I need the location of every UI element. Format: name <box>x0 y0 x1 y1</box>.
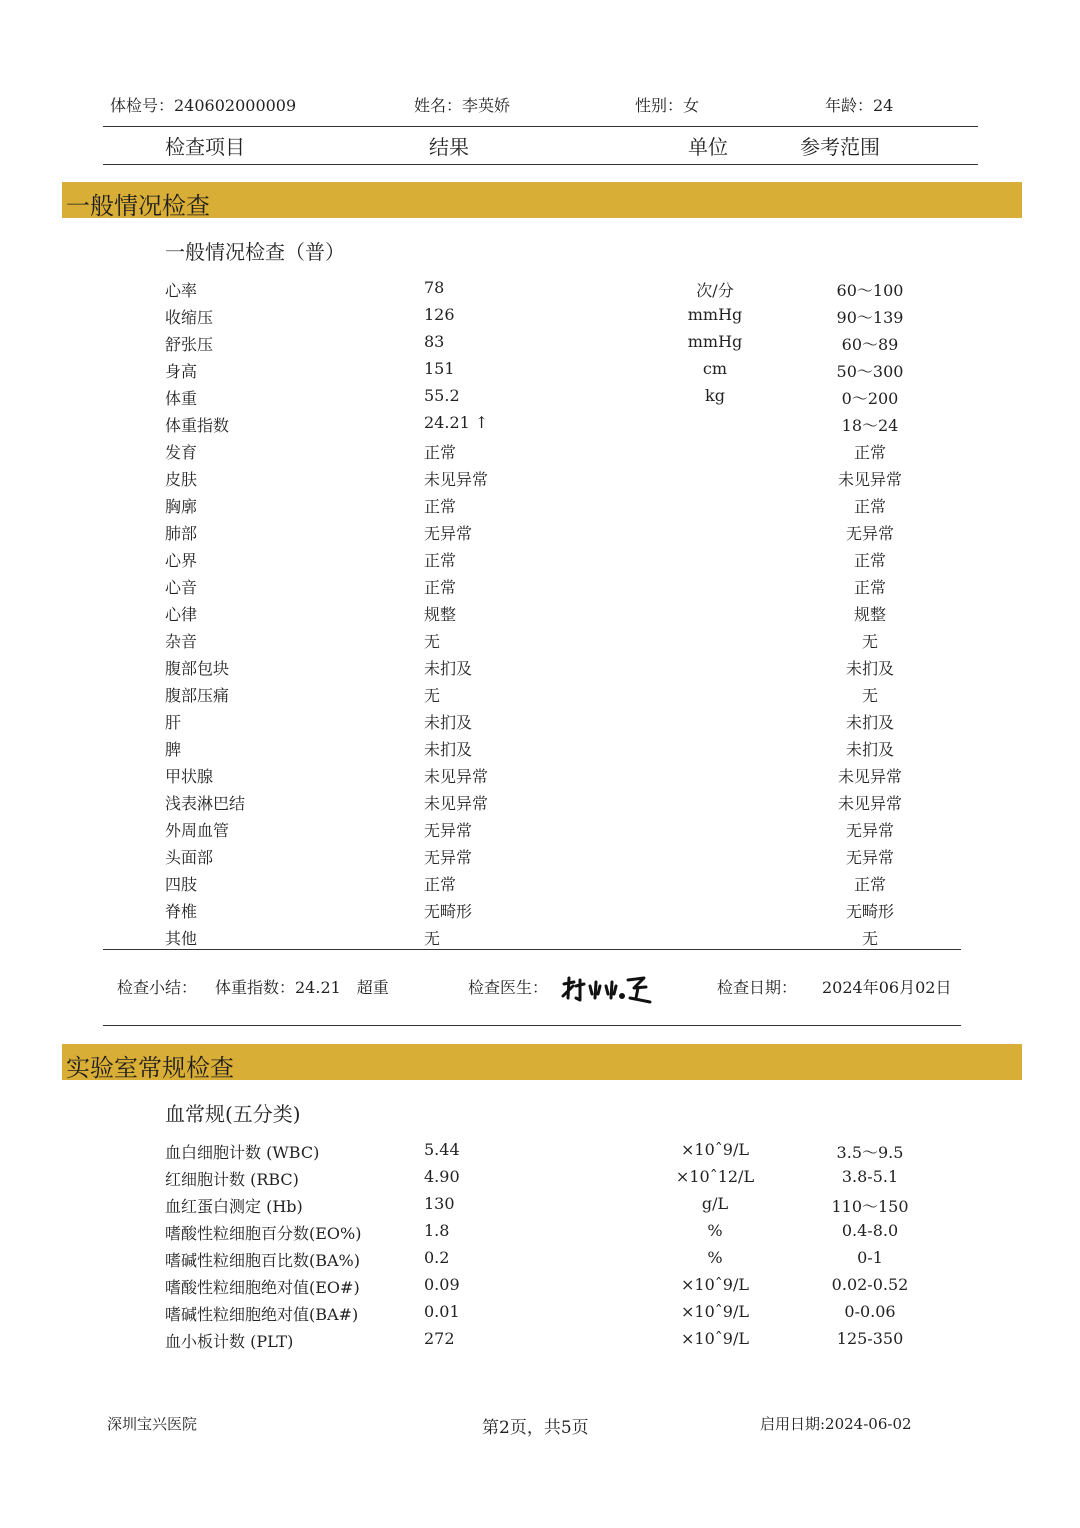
doctor-label: 检查医生： <box>468 978 549 997</box>
table-row: 血红蛋白测定 (Hb) 130 g/L 110～150 <box>165 1194 909 1216</box>
column-header-unit: 单位 <box>688 135 728 159</box>
blood-results-table <box>0 1137 1080 1353</box>
table-row: 嗜碱性粒细胞百比数(BA%) 0.2 % 0-1 <box>165 1248 883 1270</box>
general-results-table <box>0 275 1080 950</box>
table-row: 腹部压痛 无 无 <box>165 686 879 705</box>
table-row: 其他 无 无 <box>165 929 879 948</box>
table-row: 头面部 无异常 无异常 <box>165 848 895 867</box>
header-bottom-rule <box>103 164 978 165</box>
table-row: 脊椎 无畸形 无畸形 <box>165 902 895 921</box>
table-row: 血小板计数 (PLT) 272 ×10ˆ9/L 125-350 <box>165 1329 904 1351</box>
table-row: 红细胞计数 (RBC) 4.90 ×10ˆ12/L 3.8-5.1 <box>165 1167 899 1189</box>
column-header-result: 结果 <box>429 135 469 159</box>
summary-text: 体重指数：24.21 超重 <box>215 978 389 997</box>
table-row: 嗜酸性粒细胞百分数(EO%) 1.8 % 0.4-8.0 <box>165 1221 899 1243</box>
header-top-rule <box>103 126 978 127</box>
patient-age: 年龄：24 <box>825 96 894 115</box>
section-title: 实验室常规检查 <box>66 1054 234 1082</box>
table-row: 肝 未扪及 未扪及 <box>165 713 895 732</box>
section-subtitle: 一般情况检查（普） <box>165 240 345 264</box>
section-subtitle: 血常规(五分类) <box>165 1102 301 1126</box>
table-row: 舒张压 83 mmHg 60～89 <box>165 332 899 354</box>
column-header-reference: 参考范围 <box>800 135 880 159</box>
table-row: 肺部 无异常 无异常 <box>165 524 895 543</box>
table-row: 四肢 正常 正常 <box>165 875 887 894</box>
table-row: 脾 未扪及 未扪及 <box>165 740 895 759</box>
table-row: 心界 正常 正常 <box>165 551 887 570</box>
table-row: 体重指数 24.21 ↑ 18～24 <box>165 413 899 435</box>
patient-name: 姓名：李英娇 <box>414 96 511 115</box>
table-row: 心律 规整 规整 <box>165 605 887 624</box>
table-row: 嗜碱性粒细胞绝对值(BA#) 0.01 ×10ˆ9/L 0-0.06 <box>165 1302 896 1324</box>
patient-gender: 性别：女 <box>635 96 700 115</box>
table-row: 体重 55.2 kg 0～200 <box>165 386 899 408</box>
exam-date: 2024年06月02日 <box>822 978 952 997</box>
enabled-date: 启用日期:2024-06-02 <box>760 1415 912 1433</box>
section-band-lab <box>62 1044 1022 1080</box>
table-row: 心音 正常 正常 <box>165 578 887 597</box>
table-row: 收缩压 126 mmHg 90～139 <box>165 305 904 327</box>
table-row: 嗜酸性粒细胞绝对值(EO#) 0.09 ×10ˆ9/L 0.02-0.52 <box>165 1275 909 1297</box>
table-row: 发育 正常 正常 <box>165 443 887 462</box>
table-row: 腹部包块 未扪及 未扪及 <box>165 659 895 678</box>
table-row: 外周血管 无异常 无异常 <box>165 821 895 840</box>
table-row: 甲状腺 未见异常 未见异常 <box>165 767 903 786</box>
table-row: 浅表淋巴结 未见异常 未见异常 <box>165 794 903 813</box>
summary-label: 检查小结： <box>117 978 198 997</box>
table-row: 胸廓 正常 正常 <box>165 497 887 516</box>
section-title: 一般情况检查 <box>66 192 210 220</box>
column-header-item: 检查项目 <box>165 135 245 159</box>
table-row: 身高 151 cm 50～300 <box>165 359 904 381</box>
table-row: 杂音 无 无 <box>165 632 879 651</box>
table-bottom-rule <box>103 949 961 950</box>
page-number: 第2页，共5页 <box>482 1418 589 1438</box>
table-row: 皮肤 未见异常 未见异常 <box>165 470 903 489</box>
hospital-name: 深圳宝兴医院 <box>107 1415 198 1433</box>
doctor-signature <box>560 972 652 1006</box>
exam-number: 体检号：240602000009 <box>110 96 297 115</box>
date-label: 检查日期： <box>717 978 798 997</box>
section-band-general <box>62 182 1022 218</box>
table-row: 心率 78 次/分 60～100 <box>165 278 904 300</box>
summary-bottom-rule <box>103 1025 961 1026</box>
table-row: 血白细胞计数 (WBC) 5.44 ×10ˆ9/L 3.5～9.5 <box>165 1140 904 1162</box>
